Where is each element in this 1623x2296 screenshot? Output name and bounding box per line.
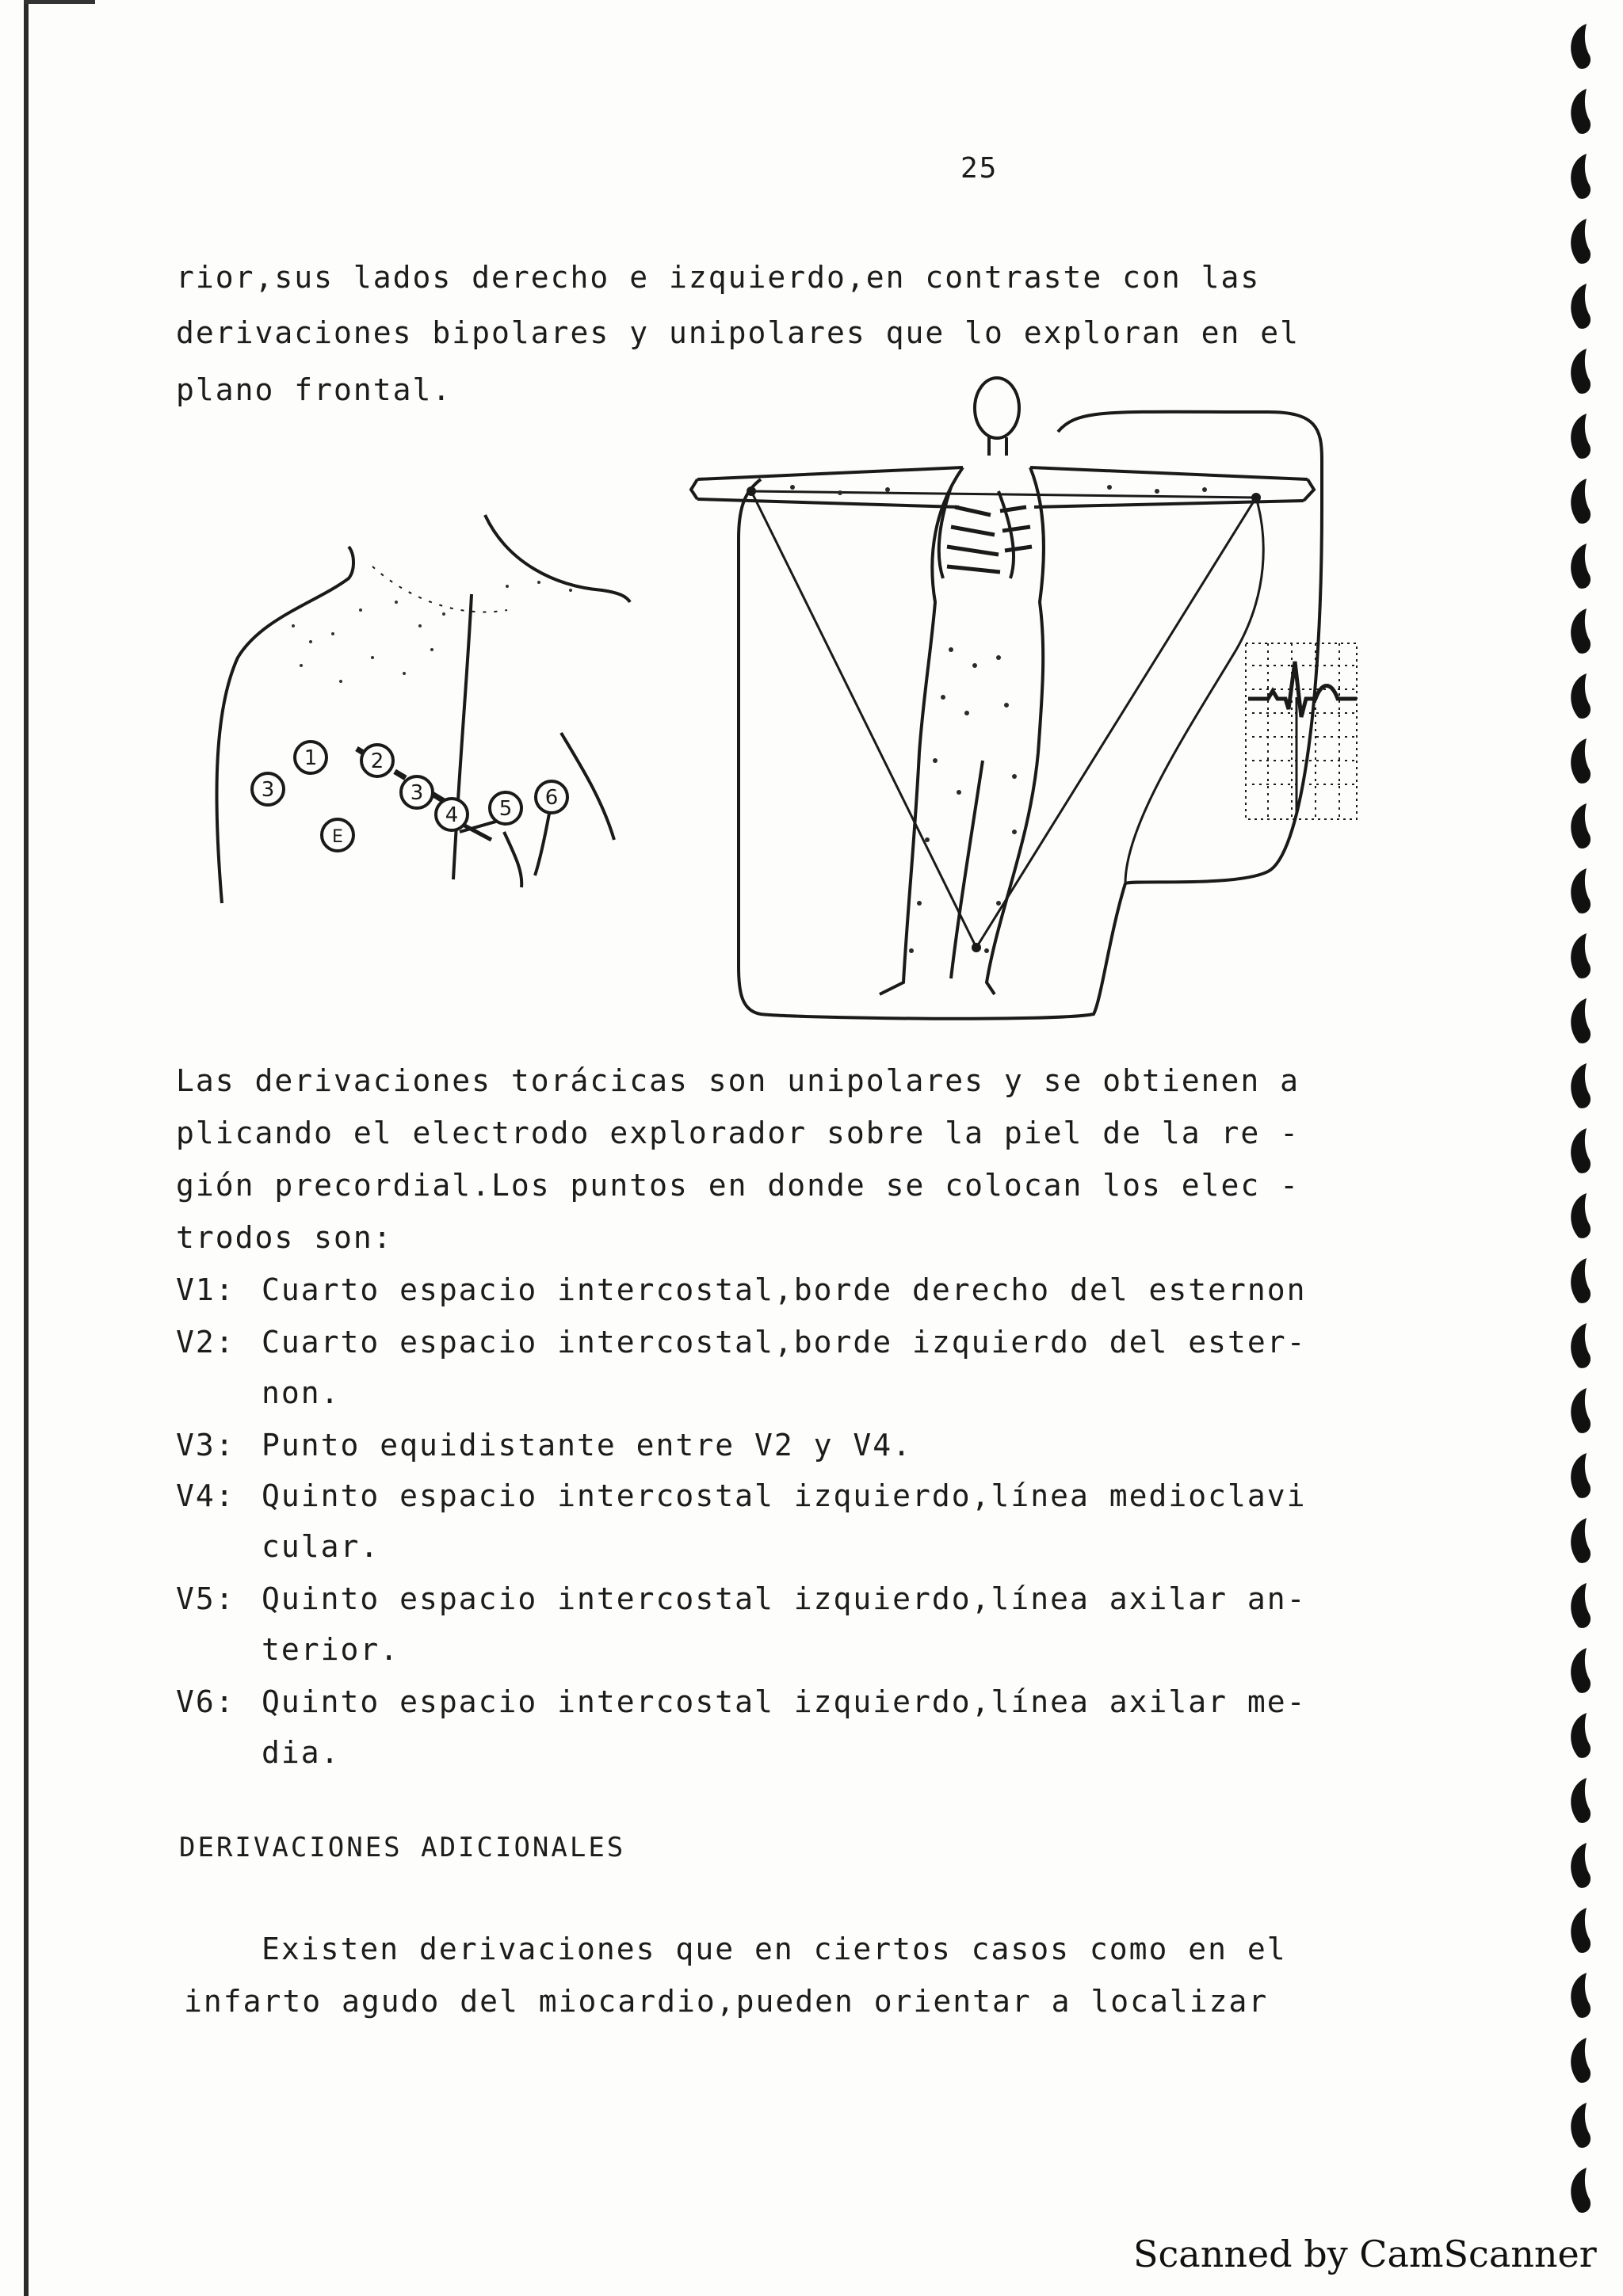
lead-label-v3: V3: [176, 1428, 235, 1463]
lead-label-v1: V1: [176, 1272, 235, 1307]
binding-ring [1571, 2038, 1591, 2083]
electrode-label: 3 [261, 778, 275, 802]
binding-ring [1571, 1128, 1591, 1173]
figures-layer [0, 0, 1623, 1046]
binding-ring [1571, 1973, 1591, 2018]
binding-ring [1571, 2103, 1591, 2148]
body-line-2: plicando el electrodo explorador sobre la piel de la re - [176, 1116, 1300, 1150]
lead-text-v6: Quinto espacio intercostal izquierdo,línea axilar me- [262, 1684, 1307, 1719]
binding-ring [1571, 2168, 1591, 2213]
electrode-label: 3 [410, 781, 424, 805]
binding-ring [1571, 1453, 1591, 1498]
intro-line-2: derivaciones bipolares y unipolares que lo exploran en el [176, 315, 1300, 350]
binding-ring [1571, 1323, 1591, 1368]
lead-label-v6: V6: [176, 1684, 235, 1719]
lead-text-v4-cont: cular. [262, 1529, 380, 1564]
electrode-label: 6 [544, 786, 559, 810]
chest-diagram [216, 515, 630, 903]
binding-ring [1571, 1063, 1591, 1108]
electrode-label: E [332, 827, 343, 847]
binding-ring [1571, 1193, 1591, 1238]
lead-text-v5: Quinto espacio intercostal izquierdo,línea axilar an- [262, 1581, 1307, 1616]
lead-text-v2-cont: non. [262, 1375, 341, 1410]
electrode-label: 5 [498, 797, 513, 821]
scanner-watermark: Scanned by CamScanner [1133, 2233, 1597, 2275]
intro-line-3: plano frontal. [176, 372, 453, 407]
binding-ring [1571, 1388, 1591, 1433]
section-heading: DERIVACIONES ADICIONALES [179, 1832, 626, 1863]
electrode-label: 4 [445, 803, 459, 827]
body-figure [691, 378, 1322, 1019]
body-line-1: Las derivaciones torácicas son unipolares y se obtienen a [176, 1063, 1300, 1098]
chest-shading [292, 581, 572, 683]
binding-ring [1571, 1583, 1591, 1628]
lead-text-v3: Punto equidistante entre V2 y V4. [262, 1428, 912, 1463]
binding-ring [1571, 1518, 1591, 1563]
binding-ring [1571, 1713, 1591, 1758]
binding-ring [1571, 1648, 1591, 1693]
electrode-label: 1 [304, 746, 318, 770]
body-line-4: trodos son: [176, 1220, 393, 1255]
lead-label-v4: V4: [176, 1478, 235, 1513]
body-line-3: gión precordial.Los puntos en donde se colocan los elec - [176, 1168, 1300, 1203]
lead-text-v4: Quinto espacio intercostal izquierdo,línea medioclavi [262, 1478, 1307, 1513]
closing-line-1: Existen derivaciones que en ciertos casos como en el [262, 1932, 1287, 1966]
lead-label-v2: V2: [176, 1325, 235, 1360]
electrode-label: 2 [370, 749, 384, 773]
lead-text-v5-cont: terior. [262, 1632, 400, 1667]
intro-line-1: rior,sus lados derecho e izquierdo,en contraste con las [176, 260, 1261, 295]
page-number: 25 [960, 152, 999, 185]
lead-text-v1: Cuarto espacio intercostal,borde derecho del esternon [262, 1272, 1307, 1307]
binding-ring [1571, 1778, 1591, 1823]
lead-text-v6-cont: dia. [262, 1735, 341, 1770]
lead-text-v2: Cuarto espacio intercostal,borde izquierdo del ester- [262, 1325, 1307, 1360]
closing-line-2: infarto agudo del miocardio,pueden orientar a localizar [184, 1984, 1269, 2019]
binding-ring [1571, 1843, 1591, 1888]
binding-ring [1571, 1258, 1591, 1303]
binding-ring [1571, 1908, 1591, 1953]
lead-label-v5: V5: [176, 1581, 235, 1616]
